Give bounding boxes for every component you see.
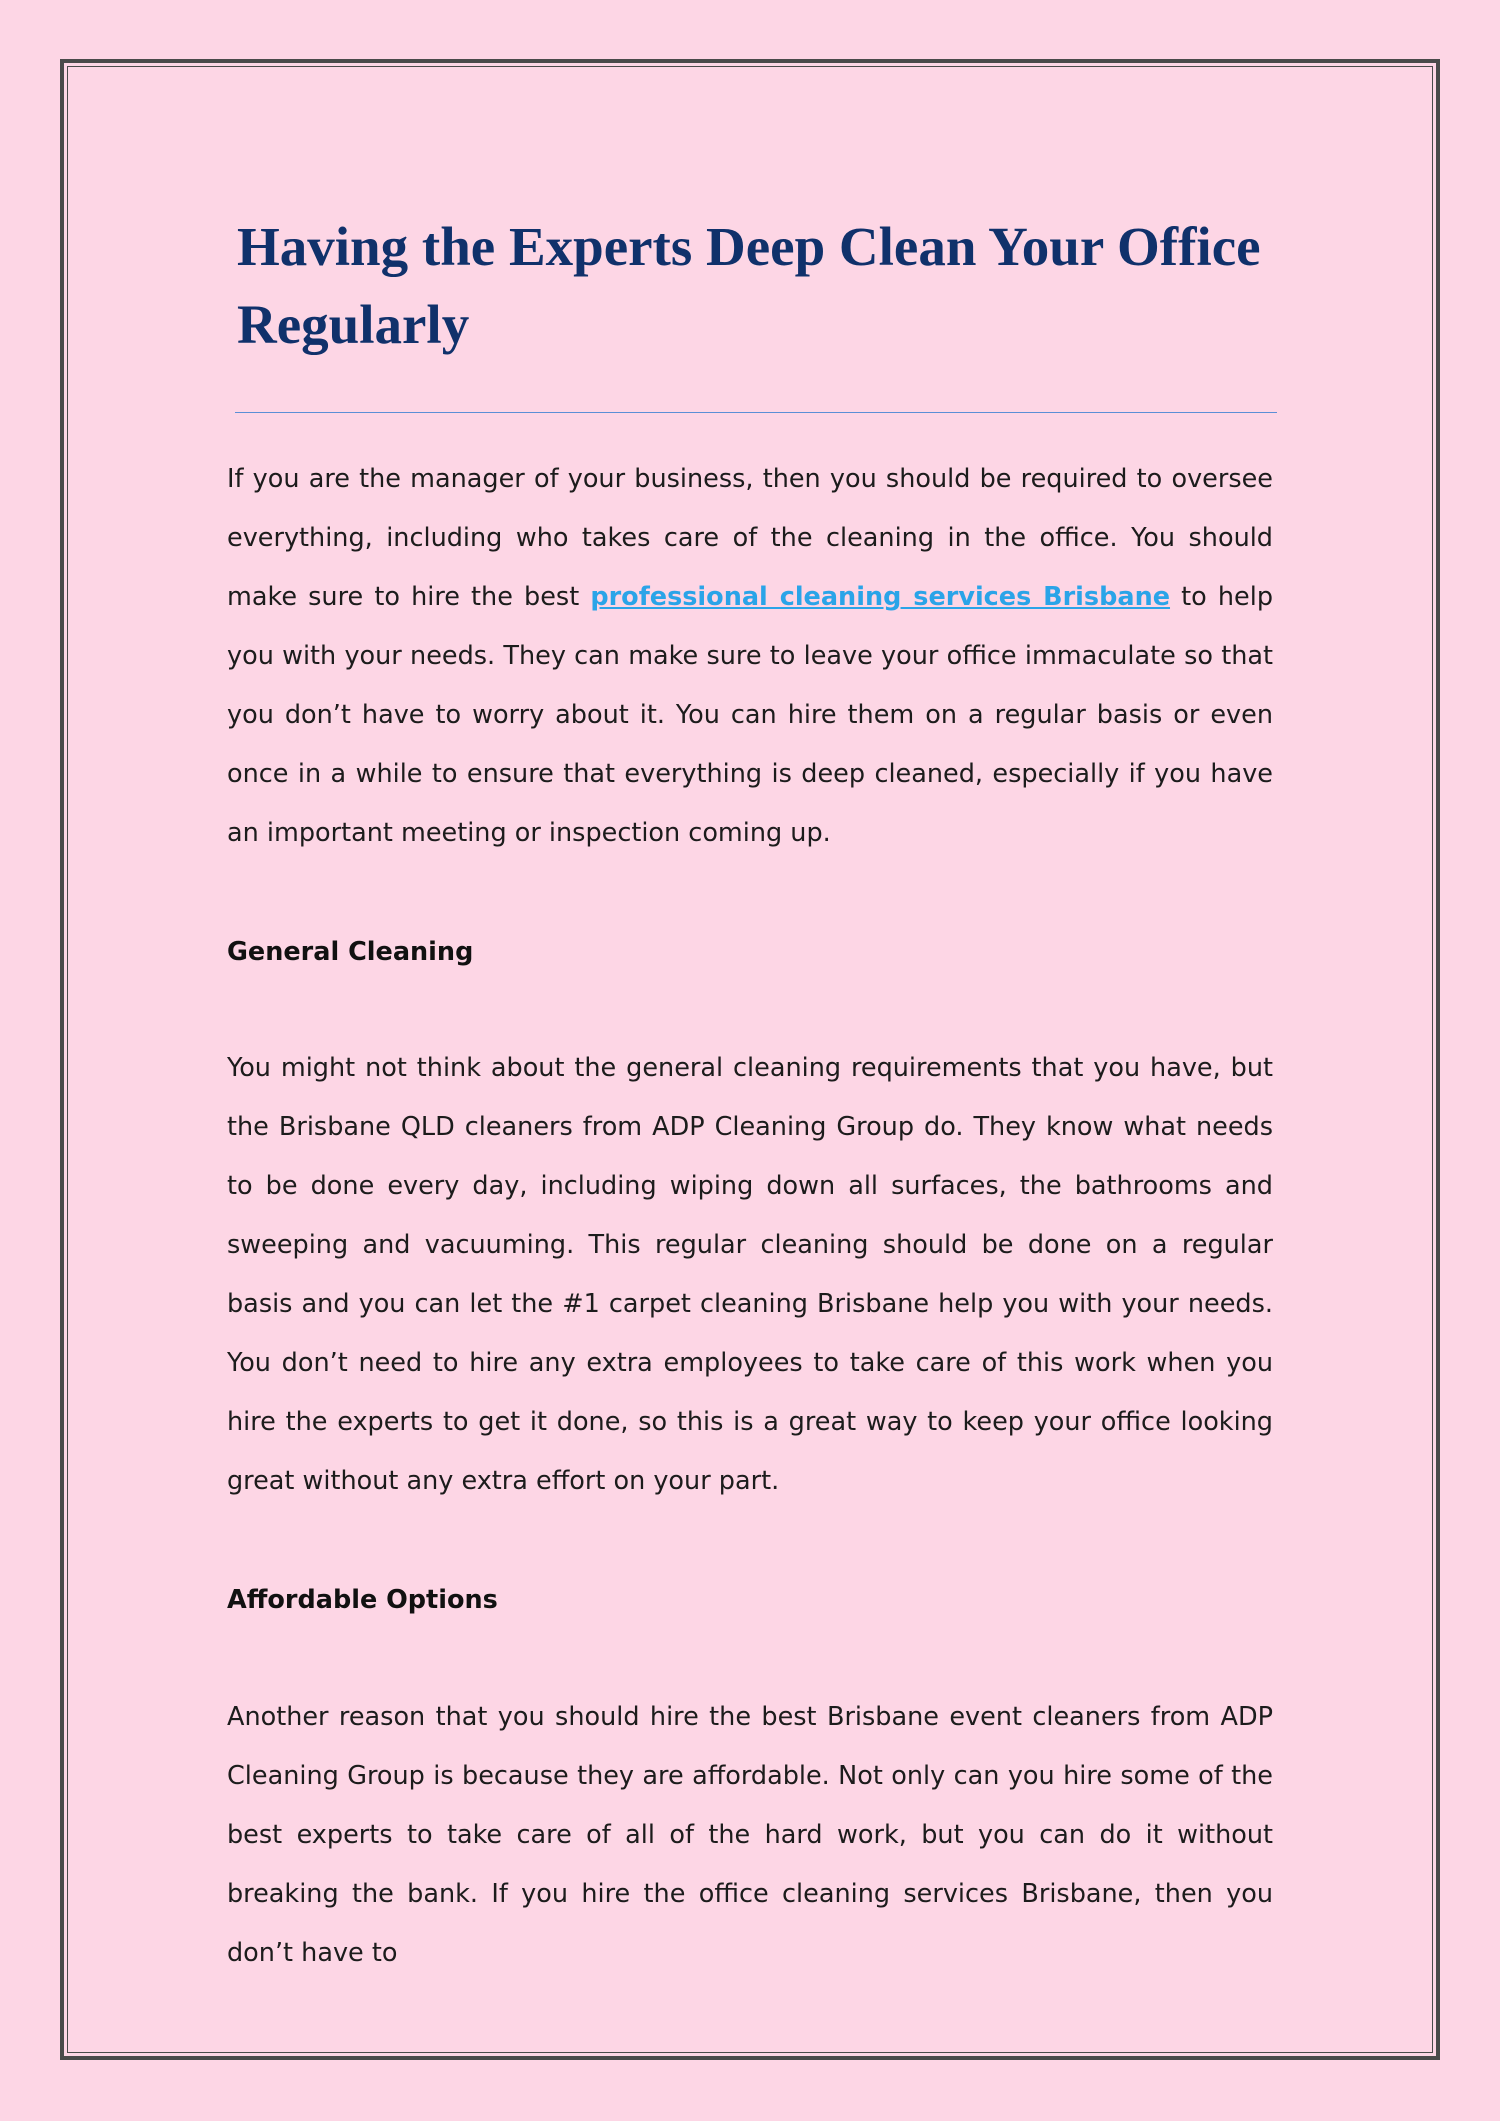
intro-text-after-link: to help you with your needs. They can make sure to leave your office immaculate so that you don’t have to worry about it. You can hire them on a regular basis or even once in a while to ensure that everything is deep cleaned, especially if you have an important meeting or inspection coming up.: [227, 582, 1274, 848]
section-body-general-cleaning: You might not think about the general cleaning requirements that you have, but the Brisbane QLD cleaners from ADP Cleaning Group do. They know what needs to be done every day, including wiping down all surfaces, the bathrooms and sweeping and vacuuming. This regular cleaning should be done on a regular basis and you can let the #1 carpet cleaning Brisbane help you with your needs. You don’t need to hire any extra employees to take care of this work when you hire the experts to get it done, so this is a great way to keep your office looking great without any extra effort on your part.: [227, 1053, 1273, 1496]
intro-text-before-link: If you are the manager of your business, then you should be required to oversee everything, including who takes care of the cleaning in the office. You should make sure to hire the best: [227, 464, 1273, 612]
section-heading-general-cleaning: General Cleaning: [227, 937, 474, 967]
section-body-affordable-options: Another reason that you should hire the best Brisbane event cleaners from ADP Cleaning Group is because they are affordable. Not only can you hire some of the best experts to take care of all of the hard work, but you can do it without breaking the bank. If you hire the office cleaning services Brisbane, then you don’t have to: [227, 1702, 1273, 1968]
intro-paragraph: [227, 450, 1273, 863]
title-divider: [235, 412, 1277, 413]
professional-cleaning-link[interactable]: professional cleaning services Brisbane: [590, 582, 1171, 612]
document-title: Having the Experts Deep Clean Your Office Regularly: [237, 216, 1261, 355]
section-heading-affordable-options: Affordable Options: [227, 1585, 498, 1615]
